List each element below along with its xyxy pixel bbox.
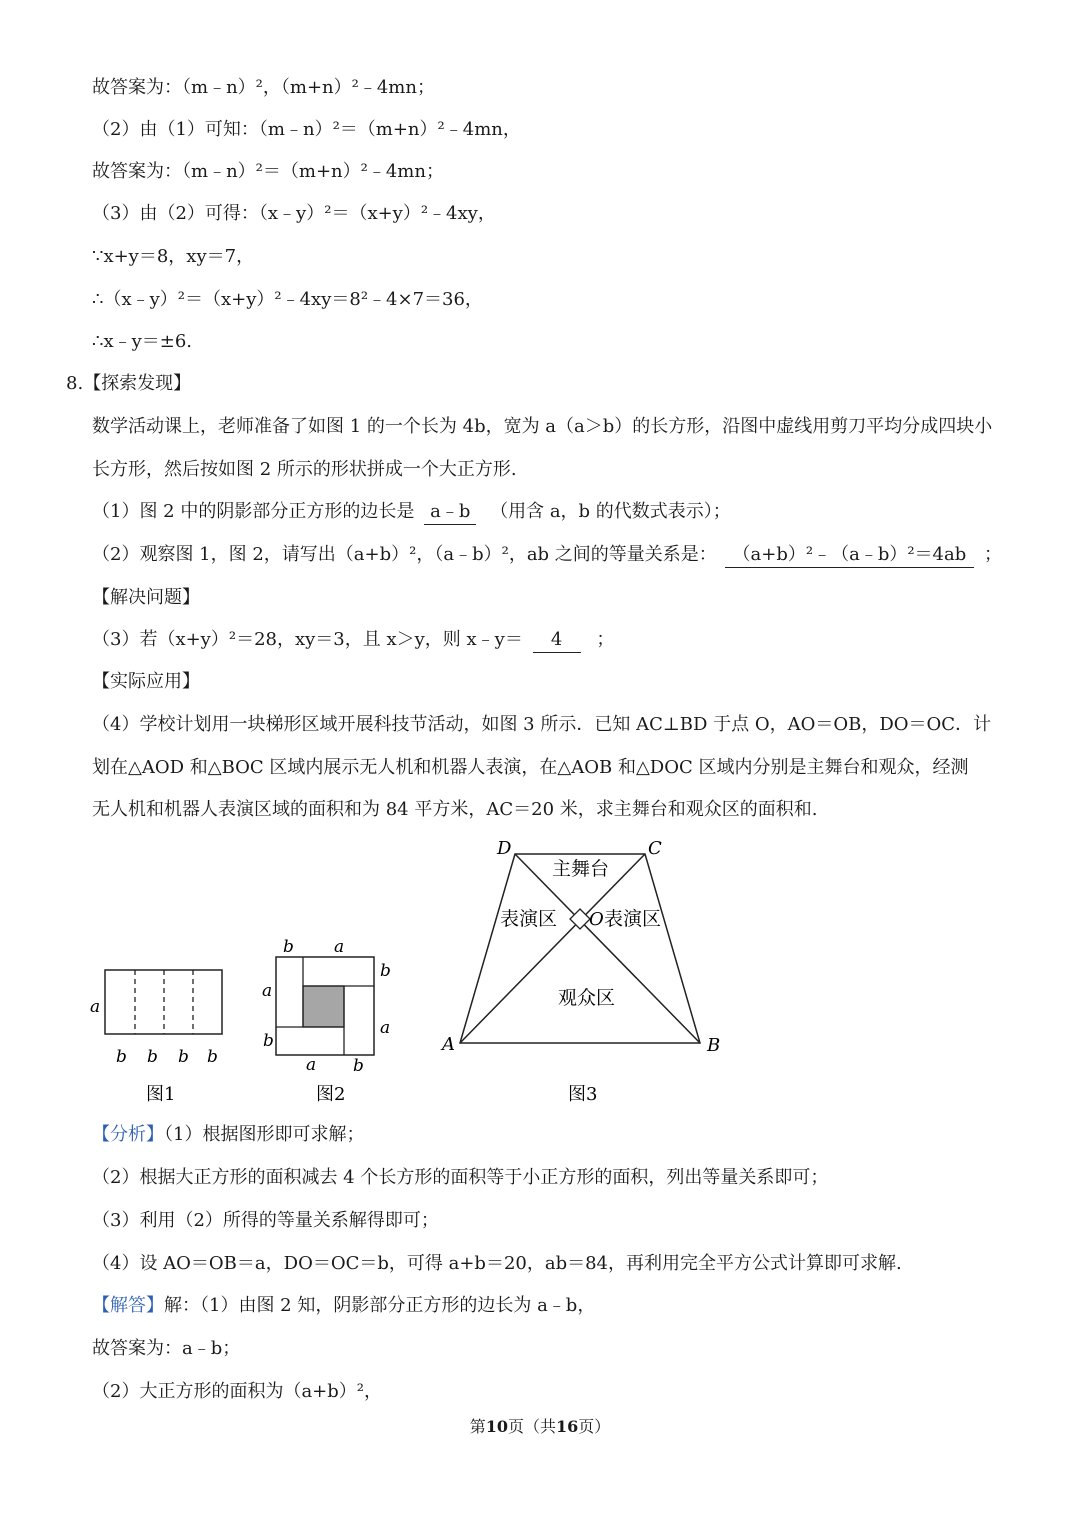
- question-3: [92, 628, 614, 653]
- fig3-vertex-c: C: [648, 838, 662, 859]
- fig2-caption: 图2: [316, 1084, 346, 1105]
- question-2: [92, 543, 1002, 568]
- problem-number: 8.: [66, 373, 84, 394]
- fig3-vertex-a: A: [442, 1034, 455, 1055]
- fig3-region-stage: 主舞台: [552, 858, 610, 880]
- fig1-caption: 图1: [146, 1084, 176, 1105]
- fig1-label-b: b: [178, 1047, 189, 1067]
- analysis-tag: 【分析】: [92, 1124, 164, 1145]
- prev-solution-line-4: （3）由（2）可得：（x﹣y）²＝（x+y）²﹣4xy，: [92, 203, 496, 224]
- question-1-suffix: （用含 a，b 的代数式表示）；: [490, 501, 731, 522]
- fig3-point-o: O: [589, 909, 604, 930]
- question-2-suffix: ；: [984, 544, 1002, 565]
- question-4-line-1: （4）学校计划用一块梯形区域开展科技节活动，如图 3 所示．已知 AC⊥BD 于点 O，AO＝OB，DO＝OC．计: [92, 714, 992, 735]
- figure-3: [440, 838, 720, 1105]
- solution-line-2: 故答案为：a﹣b；: [92, 1338, 241, 1359]
- fig1-label-b: b: [116, 1047, 127, 1067]
- fig2-label-b: b: [353, 1056, 364, 1076]
- fig3-region-show-right: 表演区: [604, 908, 662, 930]
- question-4-line-3: 无人机和机器人表演区域的面积和为 84 平方米，AC＝20 米，求主舞台和观众区的面积和.: [92, 799, 818, 820]
- analysis-line-2: （2）根据大正方形的面积减去 4 个长方形的面积等于小正方形的面积，列出等量关系即可；: [92, 1167, 829, 1188]
- fig2-label-a: a: [380, 1018, 391, 1038]
- fig1-label-b: b: [207, 1047, 218, 1067]
- fig2-label-a: a: [334, 937, 345, 957]
- fig2-label-a: a: [306, 1055, 317, 1075]
- solution-text: 解：（1）由图 2 知，阴影部分正方形的边长为 a﹣b，: [164, 1295, 596, 1316]
- footer-page-number: 10: [485, 1417, 508, 1436]
- fig3-region-show-left: 表演区: [500, 908, 558, 930]
- prev-solution-line-6: ∴（x﹣y）²＝（x+y）²﹣4xy＝8²﹣4×7＝36，: [92, 289, 483, 310]
- question-3-text: （3）若（x+y）²＝28，xy＝3，且 x＞y，则 x﹣y＝: [92, 629, 523, 650]
- analysis-line-1: [92, 1123, 364, 1147]
- footer-prefix: 第: [469, 1417, 486, 1436]
- fig2-label-a: a: [262, 981, 273, 1001]
- fig2-label-b: b: [263, 1031, 274, 1051]
- question-1: [92, 500, 731, 525]
- solution-line-3: （2）大正方形的面积为（a+b）²，: [92, 1381, 383, 1402]
- prev-solution-line-2: （2）由（1）可知：（m﹣n）²＝（m+n）²﹣4mn，: [92, 119, 521, 140]
- fig3-caption: 图3: [568, 1084, 598, 1105]
- fig2-label-b: b: [283, 937, 294, 957]
- fig3-vertex-d: D: [497, 838, 512, 859]
- analysis-text: （1）根据图形即可求解；: [164, 1124, 365, 1145]
- footer-middle: 页（共: [507, 1417, 556, 1436]
- fig1-label-b: b: [147, 1047, 158, 1067]
- prev-solution-line-5: ∵x+y＝8，xy＝7，: [92, 246, 255, 267]
- solution-tag: 【解答】: [92, 1295, 164, 1316]
- figures-area: [0, 830, 1080, 1120]
- question-3-answer: 4: [533, 628, 581, 653]
- section-solve: 【解决问题】: [92, 587, 200, 608]
- section-apply: 【实际应用】: [92, 671, 200, 692]
- footer-suffix: 页）: [578, 1417, 611, 1436]
- question-1-answer: a﹣b: [424, 500, 476, 525]
- fig1-label-a: a: [90, 997, 101, 1017]
- question-3-suffix: ；: [596, 629, 615, 650]
- solution-line-1: [92, 1294, 595, 1318]
- fig3-right-angle-mark: [570, 909, 590, 929]
- page-footer: [0, 1414, 1080, 1437]
- prev-solution-line-3: 故答案为：（m﹣n）²＝（m+n）²﹣4mn；: [92, 161, 444, 182]
- question-2-answer: （a+b）²﹣（a﹣b）²＝4ab: [725, 543, 975, 568]
- fig2-shaded-square: [303, 986, 344, 1027]
- prev-solution-line-1: 故答案为：（m﹣n）²，（m+n）²﹣4mn；: [92, 77, 435, 98]
- fig2-label-b: b: [380, 961, 391, 981]
- question-1-text: （1）图 2 中的阴影部分正方形的边长是: [92, 501, 415, 522]
- section-explore: 【探索发现】: [83, 373, 192, 394]
- question-4-line-2: 划在△AOD 和△BOC 区域内展示无人机和机器人表演，在△AOB 和△DOC 区域内分别是主舞台和观众，经测: [92, 757, 969, 778]
- figure-1: [90, 970, 222, 1105]
- fig3-region-audience: 观众区: [558, 987, 616, 1009]
- fig3-trapezoid: [460, 854, 700, 1043]
- problem-heading: [66, 372, 191, 396]
- footer-total-pages: 16: [556, 1417, 579, 1436]
- figure-2: [262, 937, 391, 1105]
- analysis-line-3: （3）利用（2）所得的等量关系解得即可；: [92, 1210, 439, 1231]
- prev-solution-line-7: ∴x﹣y＝±6.: [92, 331, 193, 352]
- question-2-text: （2）观察图 1，图 2，请写出（a+b）²，（a﹣b）²，ab 之间的等量关系是：: [92, 544, 717, 565]
- problem-stem-line-2: 长方形，然后按如图 2 所示的形状拼成一个大正方形.: [92, 459, 517, 480]
- fig3-vertex-b: B: [707, 1035, 721, 1056]
- analysis-line-4: （4）设 AO＝OB＝a，DO＝OC＝b，可得 a+b＝20，ab＝84，再利用完全平方公式计算即可求解.: [92, 1253, 902, 1274]
- problem-stem-line-1: 数学活动课上，老师准备了如图 1 的一个长为 4b，宽为 a（a＞b）的长方形，沿图中虚线用剪刀平均分成四块小: [92, 416, 993, 437]
